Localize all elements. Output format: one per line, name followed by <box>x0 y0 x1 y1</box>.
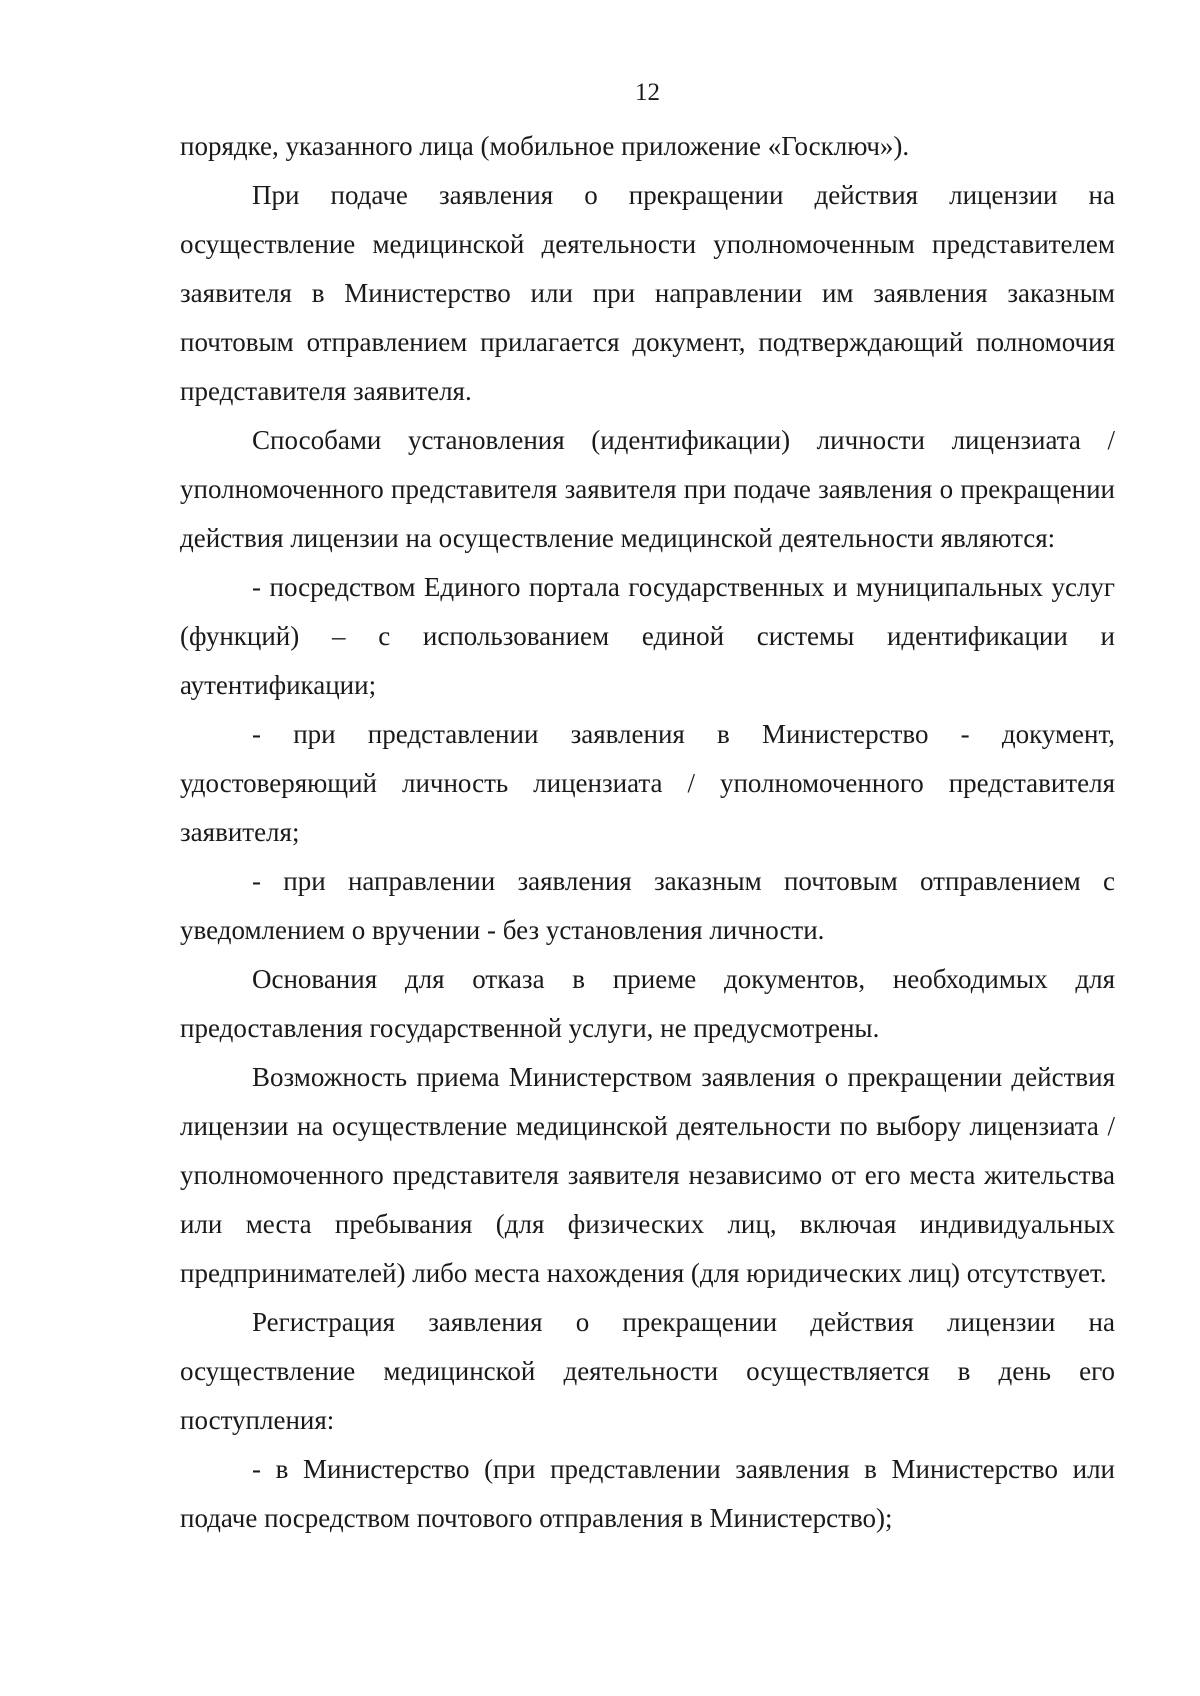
paragraph-refusal-grounds: Основания для отказа в приеме документов, необходимых для предоставления государственной услуги, не предусмотрены. <box>180 964 1115 1043</box>
list-item-registration-ministry: - в Министерство (при представлении заявления в Министерство или подаче посредством почтового отправления в Министерство); <box>180 1454 1115 1533</box>
paragraph-extraterritorial: Возможность приема Министерством заявления о прекращении действия лицензии на осуществление медицинской деятельности по выбору лицензиата / уполномоченного представителя заявителя независимо от его места жительства или места пребывания (для физических лиц, включая индивидуальных предпринимателей) либо места нахождения (для юридических лиц) отсутствует. <box>180 1062 1115 1288</box>
document-page <box>180 0 1115 1696</box>
list-item-postal: - при направлении заявления заказным почтовым отправлением с уведомлением о вручении - без установления личности. <box>180 866 1115 945</box>
paragraph-representative-documents: При подаче заявления о прекращении действия лицензии на осуществление медицинской деятельности уполномоченным представителем заявителя в Министерство или при направлении им заявления заказным почтовым отправлением прилагается документ, подтверждающий полномочия представителя заявителя. <box>180 180 1115 406</box>
paragraph-identification-methods: Способами установления (идентификации) личности лицензиата / уполномоченного представителя заявителя при подаче заявления о прекращении действия лицензии на осуществление медицинской деятельности являются: <box>180 425 1115 553</box>
list-item-ministry: - при представлении заявления в Министерство - документ, удостоверяющий личность лицензиата / уполномоченного представителя заявителя; <box>180 719 1115 847</box>
paragraph-continuation: порядке, указанного лица (мобильное приложение «Госключ»). <box>180 131 910 161</box>
document-body <box>180 122 1115 1543</box>
list-item-portal: - посредством Единого портала государственных и муниципальных услуг (функций) – с использованием единой системы идентификации и аутентификации; <box>180 572 1115 700</box>
page-number: 12 <box>635 79 660 106</box>
paragraph-registration: Регистрация заявления о прекращении действия лицензии на осуществление медицинской деятельности осуществляется в день его поступления: <box>180 1307 1115 1435</box>
